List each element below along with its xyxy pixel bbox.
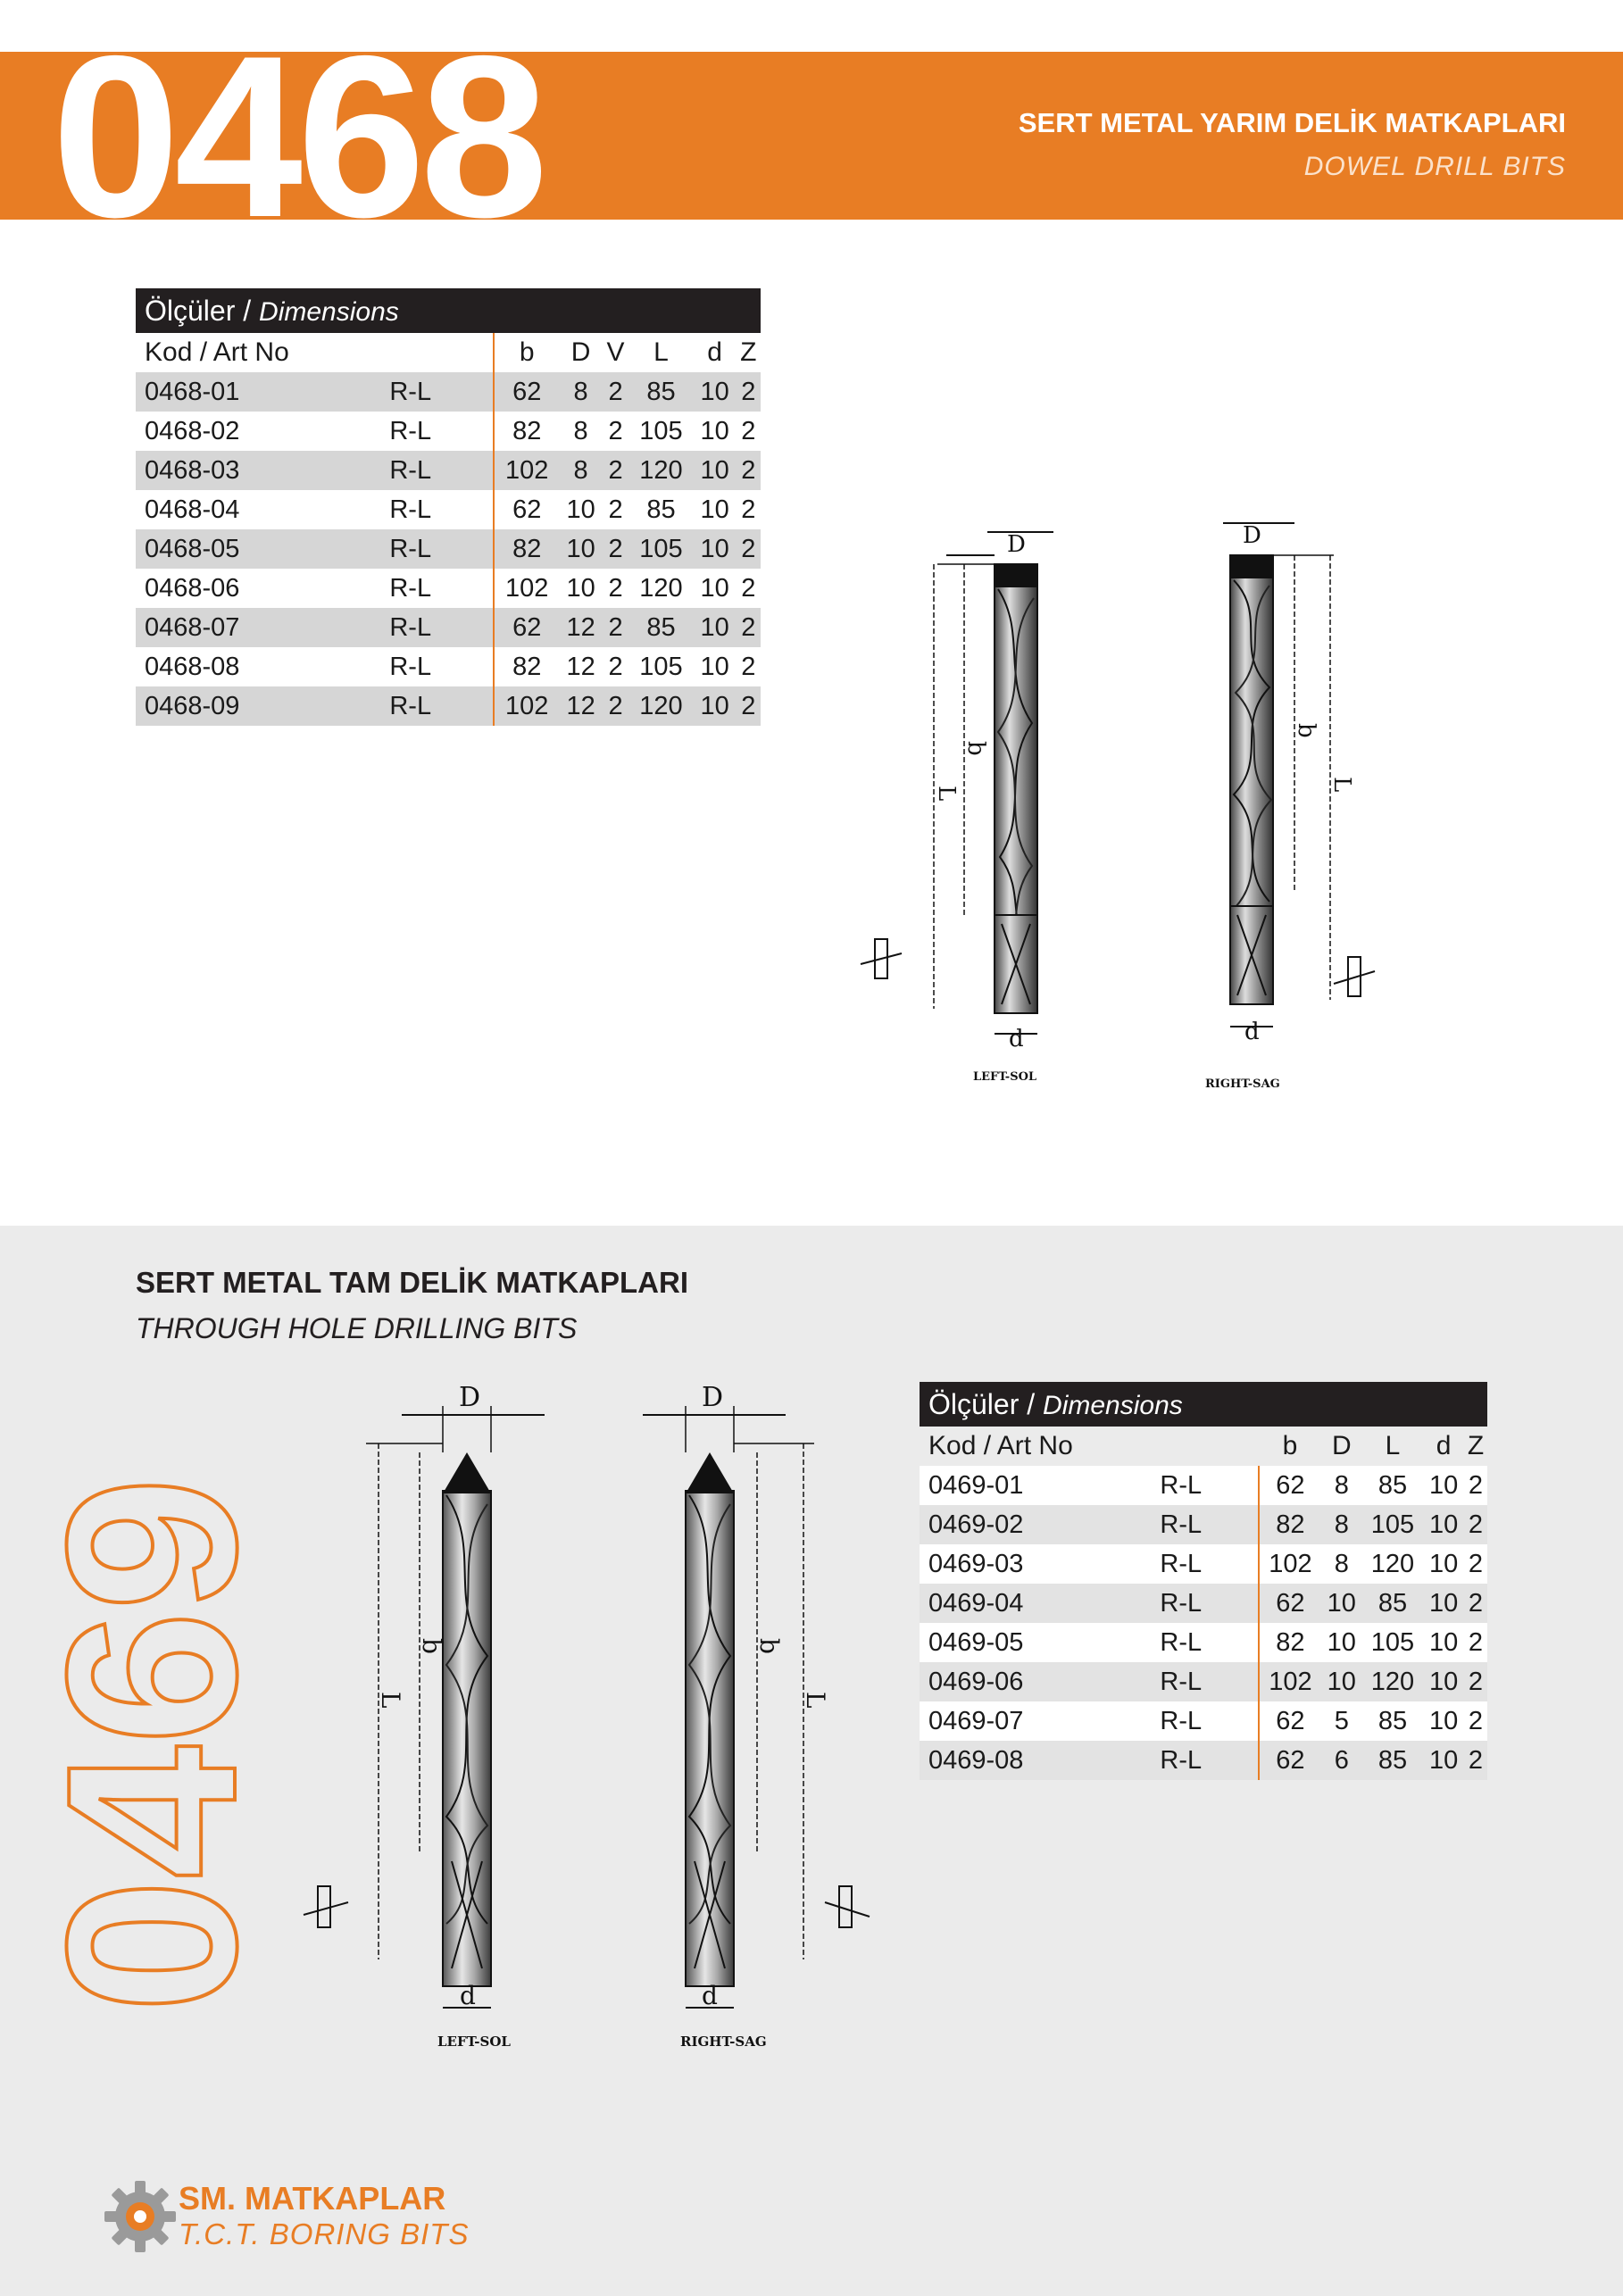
cell-rl: R-L [1160,1701,1258,1741]
table-row [136,686,761,726]
cell-l: 120 [628,451,693,490]
dim-d-label-right: d [1244,1019,1260,1045]
cell-b: 62 [494,372,560,412]
header-title-en: DOWEL DRILL BITS [1303,152,1566,181]
cell-rl: R-L [1160,1623,1258,1662]
table-row [136,490,761,529]
col2-header-code: Kod / Art No [928,1431,1073,1460]
cell-z: 2 [737,608,761,647]
table-title-row [136,288,761,333]
table-row [136,451,761,490]
cell-code: 0468-03 [136,451,389,490]
cell-l: 120 [628,686,693,726]
table-row [920,1505,1487,1544]
cell-d: 8 [1321,1544,1362,1584]
cell-d: 10 [694,608,737,647]
dim2-b-label-right: b [754,1638,784,1654]
cell-b: 62 [1259,1741,1321,1780]
cell-b: 82 [512,652,542,681]
cell-l: 85 [1362,1466,1424,1505]
col-header-V: V [606,337,625,367]
cell-code: 0469-05 [920,1623,1160,1662]
cell-l: 85 [1362,1741,1424,1780]
cell-l: 105 [628,529,693,569]
cell-rl: R-L [1160,1505,1258,1544]
header-title-tr: SERT METAL YARIM DELİK MATKAPLARI [1018,107,1566,138]
table2-title-en: Dimensions [1043,1390,1183,1420]
cell-l: 120 [1362,1544,1424,1584]
left-sol-label: LEFT-SOL [973,1070,1037,1084]
cell-z: 2 [1464,1623,1487,1662]
dimensions-table-0468 [136,288,761,726]
table-row [136,647,761,686]
dimensions-table-0469 [920,1382,1487,1780]
table-row [136,412,761,451]
cell-code: 0469-06 [920,1662,1160,1701]
cell-rl: R-L [389,451,494,490]
cell-b: 82 [512,416,542,445]
cell-d: 12 [560,686,603,726]
table-row [136,569,761,608]
cell-l: 85 [646,495,676,524]
right-bit [1205,522,1375,1091]
cell-v: 2 [608,416,623,445]
dim2-L-label: L [376,1692,405,1709]
cell-l: 85 [1362,1701,1424,1741]
cell-v: 2 [608,573,623,603]
cell-v: 2 [603,608,629,647]
cell-d: 10 [700,652,729,681]
cell-v: 2 [603,529,629,569]
table-row [920,1662,1487,1701]
cell-b: 62 [1259,1584,1321,1623]
cell-b: 82 [1259,1623,1321,1662]
cell-l: 85 [628,372,693,412]
cell-d: 10 [694,372,737,412]
cell-l: 120 [639,573,683,603]
section2-title-tr: SERT METAL TAM DELİK MATKAPLARI [136,1266,689,1299]
brand-name: SM. MATKAPLAR [179,2180,446,2217]
cell-l: 105 [1362,1623,1424,1662]
cell-code: 0468-07 [136,608,389,647]
cell-b: 102 [505,573,549,603]
dim-d-label: d [1009,1026,1024,1052]
cell-rl: R-L [389,412,494,451]
cell-d: 10 [700,573,729,603]
cell-rl: R-L [1160,1466,1258,1505]
table-row [920,1623,1487,1662]
right-sag-label: RIGHT-SAG [1205,1077,1280,1091]
rotation-left-icon-2 [304,1886,348,1927]
col2-header-D: D [1331,1431,1352,1460]
cell-rl: R-L [389,490,494,529]
dim2-D-label: D [459,1382,481,1413]
cell-d: 10 [1423,1701,1464,1741]
section2-title-en: THROUGH HOLE DRILLING BITS [136,1312,578,1344]
rotation-right-icon-2 [825,1886,870,1927]
cell-rl: R-L [1160,1662,1258,1701]
table-header-row [136,333,761,372]
cell-d: 10 [1321,1662,1362,1701]
cell-z: 2 [741,652,756,681]
cell-d: 10 [700,495,729,524]
col-header-Z: Z [740,337,757,367]
cell-d: 10 [1321,1623,1362,1662]
cell-d: 5 [1321,1701,1362,1741]
cell-rl: R-L [1160,1584,1258,1623]
left-through-bit [304,1382,545,2050]
table-row [920,1701,1487,1741]
cell-z: 2 [1464,1701,1487,1741]
cell-d: 12 [560,608,603,647]
col-header-L: L [653,337,669,367]
dowel-drill-drawing [848,500,1402,1107]
cell-l: 120 [1362,1662,1424,1701]
cell-d: 10 [694,529,737,569]
dim-L-label-right: L [1328,777,1355,793]
col2-header-b: b [1282,1431,1298,1460]
cell-b: 62 [494,608,560,647]
cell-z: 2 [737,451,761,490]
cell-z: 2 [1464,1466,1487,1505]
cell-code: 0468-09 [136,686,389,726]
cell-z: 2 [741,495,756,524]
table2-header-row [920,1427,1487,1466]
cell-b: 102 [494,451,560,490]
cell-rl: R-L [389,608,494,647]
dim2-d-label: d [460,1981,476,2010]
cell-l: 105 [639,652,683,681]
cell-d: 10 [700,416,729,445]
table-row [920,1544,1487,1584]
col-header-code: Kod / Art No [136,333,494,372]
cell-d: 8 [573,416,588,445]
left-sol-label-2: LEFT-SOL [437,2034,511,2050]
brand-subtitle: T.C.T. BORING BITS [179,2217,470,2250]
cell-code: 0469-01 [920,1466,1160,1505]
cell-l: 105 [639,416,683,445]
cell-d: 10 [560,529,603,569]
cell-code: 0468-08 [145,652,240,681]
cell-z: 2 [1464,1544,1487,1584]
cell-b: 82 [494,529,560,569]
product-code-0469-text: 0469 [18,1477,287,2013]
table2-title-row [920,1382,1487,1427]
cell-rl: R-L [389,372,494,412]
cell-d: 12 [566,652,595,681]
cell-z: 2 [737,529,761,569]
col-header-d: d [707,337,722,367]
right-through-bit [643,1382,870,2050]
left-bit [861,531,1053,1084]
cell-d: 8 [1321,1466,1362,1505]
cell-rl: R-L [1160,1544,1258,1584]
cell-d: 10 [694,686,737,726]
cell-code: 0469-08 [920,1741,1160,1780]
cell-d: 10 [1423,1466,1464,1505]
cell-code: 0468-05 [136,529,389,569]
cell-d: 10 [1423,1662,1464,1701]
rotation-left-icon [861,939,902,978]
table2-title [920,1382,1487,1427]
col2-header-L: L [1385,1431,1401,1460]
cell-l: 85 [628,608,693,647]
cell-d: 8 [1321,1505,1362,1544]
cell-d: 8 [560,451,603,490]
cell-z: 2 [1464,1584,1487,1623]
cell-d: 10 [1423,1505,1464,1544]
cell-d: 10 [566,573,595,603]
product-code-0469 [18,1397,287,2022]
dim2-b-label: b [417,1638,446,1654]
cell-rl: R-L [389,569,494,608]
cell-rl: R-L [1160,1741,1258,1780]
dim2-D-label-right: D [702,1382,724,1413]
cell-code: 0469-03 [920,1544,1160,1584]
cell-code: 0468-04 [145,495,240,524]
table-title-tr: Ölçüler [145,294,236,327]
cell-l: 105 [1362,1505,1424,1544]
table2-title-sep: / [1027,1387,1036,1420]
dim2-L-label-right: L [801,1692,830,1709]
table-title-en: Dimensions [259,296,399,327]
cell-l: 85 [1362,1584,1424,1623]
right-sag-label-2: RIGHT-SAG [680,2034,767,2050]
cell-d: 10 [694,451,737,490]
table2-title-tr: Ölçüler [928,1387,1020,1420]
cell-d: 8 [560,372,603,412]
cell-d: 6 [1321,1741,1362,1780]
table-title-sep: / [243,294,252,327]
through-hole-drill-drawing [268,1370,911,2076]
col-header-b: b [519,337,535,367]
cell-v: 2 [603,686,629,726]
table-title [136,288,761,333]
cell-b: 62 [1259,1701,1321,1741]
cell-d: 10 [1423,1584,1464,1623]
cell-b: 82 [1259,1505,1321,1544]
table-row [920,1466,1487,1505]
cell-z: 2 [741,416,756,445]
dim-b-label-right: b [1293,723,1319,738]
col-header-D: D [570,337,591,367]
cell-b: 102 [1259,1544,1321,1584]
dim-D-label-right: D [1243,522,1261,549]
table-row [136,372,761,412]
rotation-right-icon [1334,957,1375,996]
table2-body [920,1466,1487,1780]
cell-code: 0469-07 [920,1701,1160,1741]
dim-b-label: b [962,741,989,756]
cell-code: 0469-02 [920,1505,1160,1544]
cell-rl: R-L [389,686,494,726]
dim-D-label: D [1007,531,1026,558]
table-row [920,1584,1487,1623]
dim-L-label: L [933,786,960,802]
cell-b: 62 [512,495,542,524]
table-row [136,608,761,647]
dim2-d-label-right: d [702,1981,718,2010]
cell-code: 0468-06 [145,573,240,603]
cell-z: 2 [737,686,761,726]
cell-z: 2 [737,372,761,412]
cell-z: 2 [1464,1662,1487,1701]
cell-z: 2 [1464,1741,1487,1780]
cell-z: 2 [1464,1505,1487,1544]
cell-d: 10 [1423,1544,1464,1584]
cell-d: 10 [1423,1741,1464,1780]
cell-d: 10 [1321,1584,1362,1623]
cell-code: 0468-01 [136,372,389,412]
gear-logo-icon [100,2176,180,2257]
product-code-0468: 0468 [52,7,543,265]
table-row [136,529,761,569]
table-row [920,1741,1487,1780]
cell-d: 10 [566,495,595,524]
cell-code: 0468-02 [145,416,240,445]
cell-rl: R-L [389,529,494,569]
cell-rl: R-L [389,647,494,686]
cell-b: 102 [494,686,560,726]
cell-v: 2 [603,451,629,490]
table-body [136,372,761,726]
col2-header-Z: Z [1467,1431,1485,1460]
cell-v: 2 [608,652,623,681]
cell-z: 2 [741,573,756,603]
col2-header-d: d [1436,1431,1452,1460]
cell-v: 2 [608,495,623,524]
cell-b: 102 [1259,1662,1321,1701]
cell-code: 0469-04 [920,1584,1160,1623]
cell-d: 10 [1423,1623,1464,1662]
cell-v: 2 [603,372,629,412]
cell-b: 62 [1259,1466,1321,1505]
